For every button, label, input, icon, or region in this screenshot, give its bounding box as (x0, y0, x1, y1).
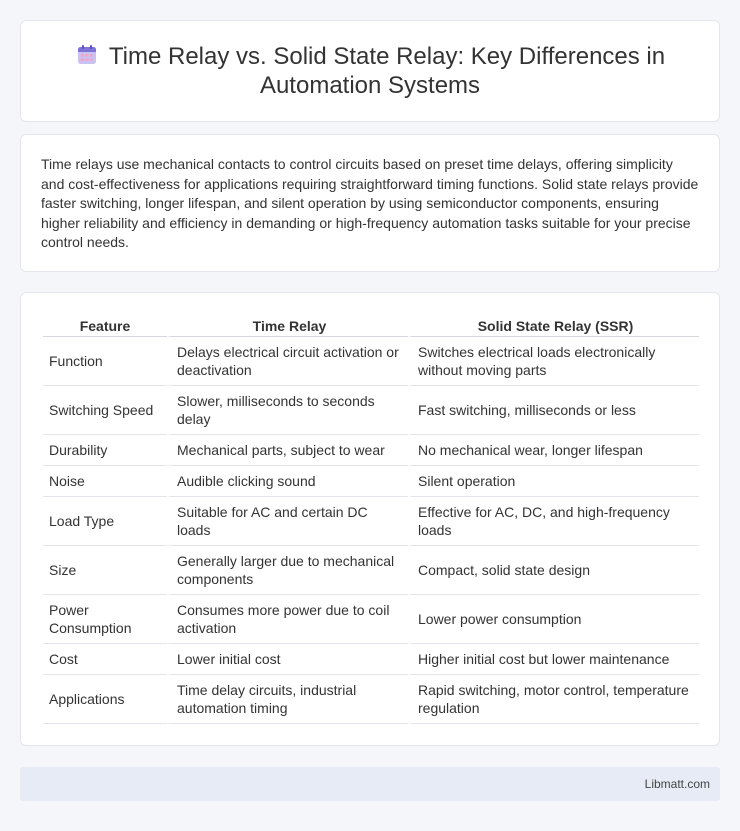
feature-cell: Noise (43, 466, 167, 497)
ssr-cell: No mechanical wear, longer lifespan (408, 435, 699, 466)
feature-cell: Durability (43, 435, 167, 466)
time-relay-cell: Mechanical parts, subject to wear (167, 435, 408, 466)
time-relay-cell: Slower, milliseconds to seconds delay (167, 386, 408, 435)
time-relay-cell: Audible clicking sound (167, 466, 408, 497)
ssr-cell: Compact, solid state design (408, 546, 699, 595)
intro-paragraph: Time relays use mechanical contacts to control circuits based on preset time delays, offering simplicity and cost-effectiveness for applications requiring straightforward timing functions. Solid state relays provide faster switching, longer lifespan, and silent operation by using semiconductor components, ensuring higher reliability and efficiency in demanding or high-frequency automation tasks suitable for your precise control needs. (41, 156, 699, 251)
time-relay-cell: Delays electrical circuit activation or deactivation (167, 337, 408, 386)
table-row (43, 595, 699, 644)
ssr-cell: Lower power consumption (408, 595, 699, 644)
ssr-cell: Rapid switching, motor control, temperature regulation (408, 675, 699, 724)
feature-cell: Cost (43, 644, 167, 675)
time-relay-cell: Time delay circuits, industrial automation timing (167, 675, 408, 724)
header-time-relay: Time Relay (167, 311, 408, 337)
intro-card (20, 134, 720, 272)
ssr-cell: Fast switching, milliseconds or less (408, 386, 699, 435)
calendar-icon (75, 43, 99, 67)
ssr-cell: Switches electrical loads electronically without moving parts (408, 337, 699, 386)
comparison-table-card (20, 292, 720, 746)
ssr-cell: Effective for AC, DC, and high-frequency loads (408, 497, 699, 546)
table-row (43, 644, 699, 675)
footer (20, 767, 720, 801)
table-row (43, 497, 699, 546)
ssr-cell: Silent operation (408, 466, 699, 497)
feature-cell: Load Type (43, 497, 167, 546)
ssr-cell: Higher initial cost but lower maintenance (408, 644, 699, 675)
time-relay-cell: Lower initial cost (167, 644, 408, 675)
title-card (20, 20, 720, 122)
feature-cell: Applications (43, 675, 167, 724)
feature-cell: Size (43, 546, 167, 595)
table-header-row (43, 311, 699, 337)
header-feature: Feature (43, 311, 167, 337)
table-row (43, 435, 699, 466)
feature-cell: Switching Speed (43, 386, 167, 435)
footer-brand-link[interactable]: Libmatt.com (644, 777, 710, 791)
feature-cell: Power Consumption (43, 595, 167, 644)
time-relay-cell: Suitable for AC and certain DC loads (167, 497, 408, 546)
page-title-text: Time Relay vs. Solid State Relay: Key Differences in Automation Systems (108, 43, 666, 99)
time-relay-cell: Generally larger due to mechanical components (167, 546, 408, 595)
table-row (43, 337, 699, 386)
page-title (61, 42, 679, 100)
table-row (43, 386, 699, 435)
table-row (43, 675, 699, 724)
table-row (43, 466, 699, 497)
feature-cell: Function (43, 337, 167, 386)
table-row (43, 546, 699, 595)
time-relay-cell: Consumes more power due to coil activation (167, 595, 408, 644)
comparison-table (43, 311, 699, 724)
header-ssr: Solid State Relay (SSR) (408, 311, 699, 337)
